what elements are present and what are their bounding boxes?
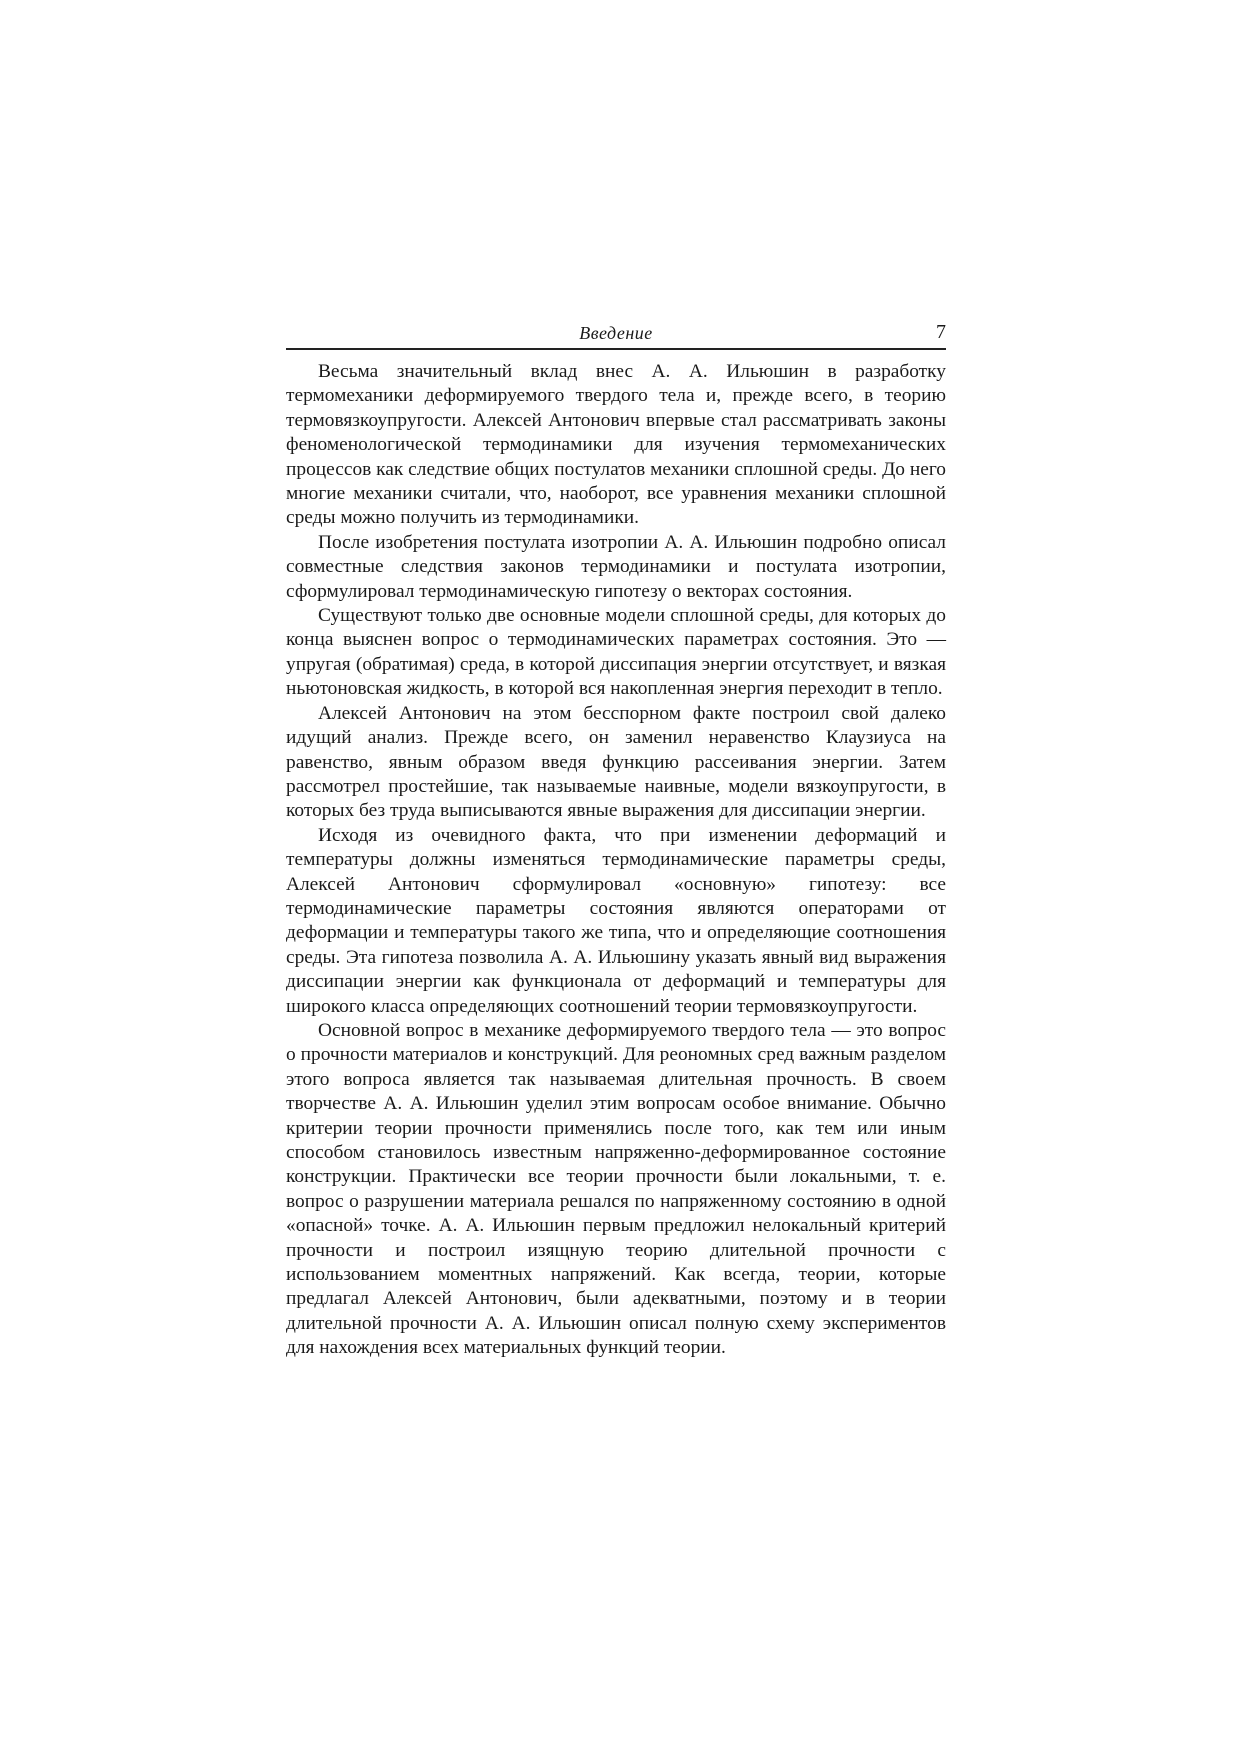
paragraph-clausius-inequality: Алексей Антонович на этом бесспорном факте построил свой далеко идущий анализ. Прежде всего, он заменил неравенство Клаузиуса на равенство, явным образом введя функцию рассеивания энергии. Затем рассмотрел простейшие, так называемые наивные, модели вязкоупругости, в которых без труда выписываются явные выражения для диссипации энергии. <box>286 702 946 822</box>
paragraph-isotropy-postulate: После изобретения постулата изотропии А. А. Ильюшин подробно описал совместные следствия законов термодинамики и постулата изотропии, сформулировал термодинамическую гипотезу о векторах состояния. <box>286 531 946 602</box>
running-head <box>286 318 946 350</box>
paragraph-two-models: Существуют только две основные модели сплошной среды, для которых до конца выяснен вопрос о термодинамических параметрах состояния. Это — упругая (обратимая) среда, в которой диссипация энергии отсутствует, и вязкая ньютоновская жидкость, в которой вся накопленная энергия переходит в тепло. <box>286 605 946 700</box>
paragraph-thermomechanics-contribution: Весьма значительный вклад внес А. А. Ильюшин в разработку термомеханики деформируемого твердого тела и, прежде всего, в теорию термовязкоупругости. Алексей Антонович впервые стал рассматривать законы феноменологической термодинамики для изучения термомеханических процессов как следствие общих постулатов механики сплошной среды. До него многие механики считали, что, наоборот, все уравнения механики сплошной среды можно получить из термодинамики. <box>286 361 946 529</box>
page-number: 7 <box>936 321 946 343</box>
paragraph-long-term-strength: Основной вопрос в механике деформируемого твердого тела — это вопрос о прочности материалов и конструкций. Для реономных сред важным разделом этого вопроса является так называемая длительная прочность. В своем творчестве А. А. Ильюшин уделил этим вопросам особое внимание. Обычно критерии теории прочности применялись после того, как тем или иным способом становилось известным напряженно-деформированное состояние конструкции. Практически все теории прочности были локальными, т. е. вопрос о разрушении материала решался по напряженному состоянию в одной «опасной» точке. А. А. Ильюшин первым предложил нелокальный критерий прочности и построил изящную теорию длительной прочности с использованием моментных напряжений. Как всегда, теории, которые предлагал Алексей Антонович, были адекватными, поэтому и в теории длительной прочности А. А. Ильюшин описал полную схему экспериментов для нахождения всех материальных функций теории. <box>286 1019 946 1359</box>
body-text <box>286 360 946 1361</box>
running-title: Введение <box>579 323 653 343</box>
paragraph-main-hypothesis: Исходя из очевидного факта, что при изменении деформаций и температуры должны изменяться термодинамические параметры среды, Алексей Антонович сформулировал «основную» гипотезу: все термодинамические параметры состояния являются операторами от деформации и температуры такого же типа, что и определяющие соотношения среды. Эта гипотеза позволила А. А. Ильюшину указать явный вид выражения диссипации энергии как функционала от деформаций и температуры для широкого класса определяющих соотношений теории термовязкоупругости. <box>286 824 946 1017</box>
